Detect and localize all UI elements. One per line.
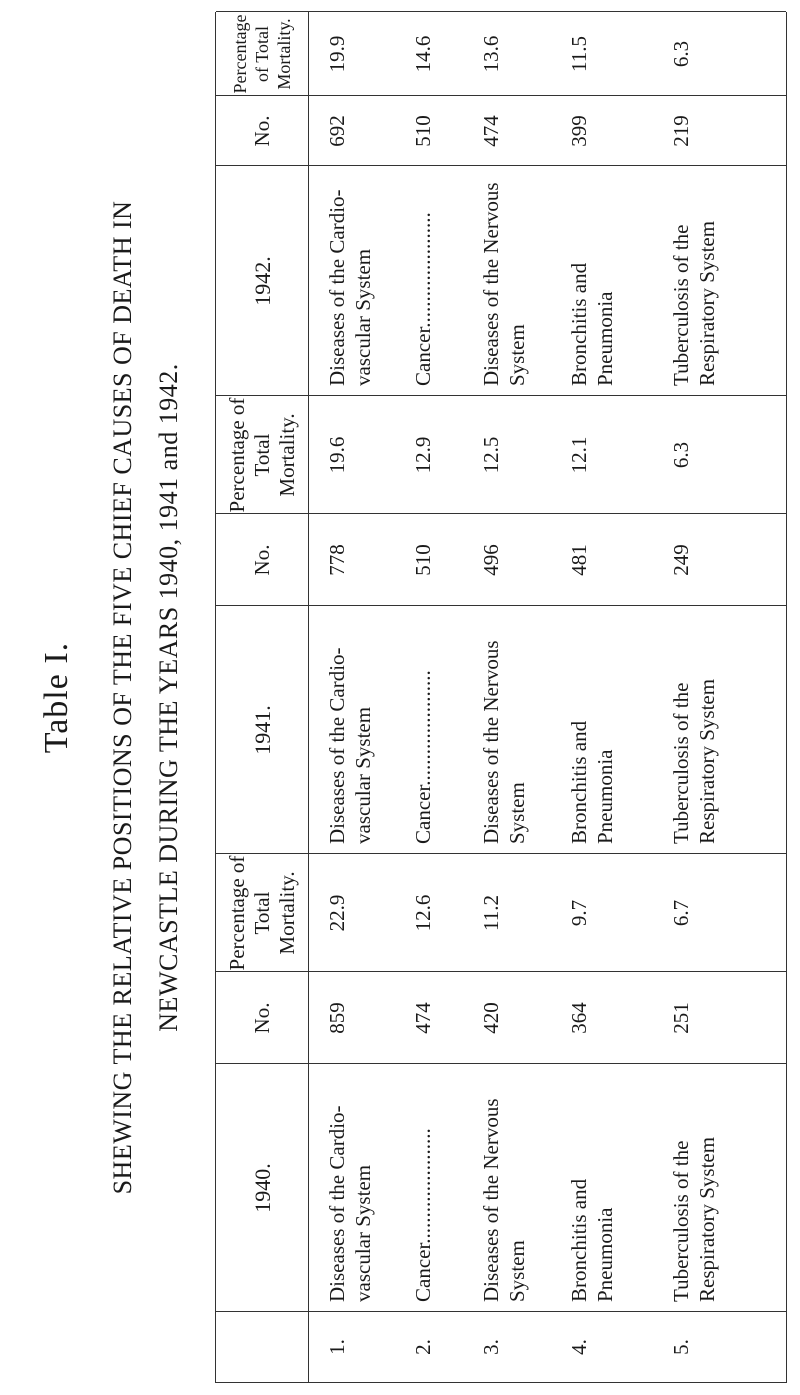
cause-line: Tuberculosis of the [669, 682, 693, 844]
number-cell: 251 [669, 1002, 693, 1034]
cause-cell [668, 1064, 720, 1312]
year-header: 1941. [216, 606, 309, 854]
row-number-column [216, 1311, 786, 1382]
number-column [216, 95, 786, 166]
year-group-1940 [216, 854, 786, 1312]
cause-cell [324, 606, 376, 854]
cause-cell [566, 166, 618, 396]
cause-cell [410, 1064, 436, 1312]
percentage-cell: 11.2 [479, 895, 503, 931]
cause-line: Pneumonia [593, 749, 617, 844]
percentage-cell: 6.3 [669, 441, 693, 469]
cause-cell [566, 606, 618, 854]
number-cell: 399 [567, 115, 591, 147]
percentage-cell: 14.6 [411, 35, 435, 73]
number-column [216, 971, 786, 1064]
row-number: 2. [411, 1339, 435, 1355]
percentage-header: Percentage of Total Mortality. [216, 396, 309, 514]
cause-line: Pneumonia [593, 1207, 617, 1302]
number-cell: 778 [325, 544, 349, 576]
cause-line: Cancer...................... [411, 212, 435, 386]
number-column [216, 513, 786, 606]
percentage-header: Percentage of Total Mortality. [216, 854, 309, 972]
year-group-1941 [216, 396, 786, 854]
percentage-cell: 12.6 [411, 894, 435, 932]
year-header: 1940. [216, 1064, 309, 1312]
table-title-line-1: SHEWING THE RELATIVE POSITIONS OF THE FIVE CHIEF CAUSES OF DEATH IN [108, 200, 137, 1195]
percentage-cell: 19.6 [325, 436, 349, 474]
cause-line: Respiratory System [695, 220, 719, 386]
cause-column [216, 1063, 786, 1312]
cause-line: Diseases of the Nervous [479, 1098, 503, 1302]
number-cell: 364 [567, 1002, 591, 1034]
number-cell: 219 [669, 115, 693, 147]
cause-line: System [505, 324, 529, 386]
percentage-cell: 12.1 [567, 436, 591, 474]
cause-column [216, 605, 786, 854]
number-cell: 692 [325, 115, 349, 147]
row-number: 3. [479, 1339, 503, 1355]
percentage-cell: 22.9 [325, 894, 349, 932]
cause-line: Diseases of the Nervous [479, 182, 503, 386]
cause-cell [324, 166, 376, 396]
cause-line: Cancer...................... [411, 670, 435, 844]
percentage-cell: 12.5 [479, 436, 503, 474]
number-cell: 510 [411, 115, 435, 147]
cause-line: Diseases of the Cardio- [325, 647, 349, 844]
cause-line: Diseases of the Cardio- [325, 189, 349, 386]
cause-cell [410, 166, 436, 396]
percentage-header: Percentage of Total Mortality. [216, 12, 309, 96]
number-header: No. [216, 96, 309, 166]
percentage-cell: 6.3 [669, 40, 693, 68]
number-cell: 420 [479, 1002, 503, 1034]
cause-line: vascular System [351, 1164, 375, 1302]
cause-cell [478, 166, 530, 396]
table-label: Table I. [38, 641, 75, 754]
cause-line: Tuberculosis of the [669, 1140, 693, 1302]
number-cell: 510 [411, 544, 435, 576]
year-header: 1942. [216, 166, 309, 396]
number-cell: 496 [479, 544, 503, 576]
table-title-line-2: NEWCASTLE DURING THE YEARS 1940, 1941 and 1942. [154, 363, 183, 1032]
cause-cell [668, 166, 720, 396]
cause-line: System [505, 1240, 529, 1302]
percentage-column [216, 853, 786, 972]
year-group-1942 [216, 12, 786, 396]
percentage-cell: 11.5 [567, 36, 591, 72]
row-number: 1. [325, 1339, 349, 1355]
row-number-header [216, 1312, 309, 1382]
percentage-column [216, 395, 786, 514]
cause-cell [478, 606, 530, 854]
cause-line: Pneumonia [593, 291, 617, 386]
cause-cell [324, 1064, 376, 1312]
cause-cell [566, 1064, 618, 1312]
number-cell: 481 [567, 544, 591, 576]
cause-line: Diseases of the Nervous [479, 640, 503, 844]
cause-line: Respiratory System [695, 1136, 719, 1302]
percentage-cell: 9.7 [567, 899, 591, 927]
number-cell: 249 [669, 544, 693, 576]
number-header: No. [216, 514, 309, 606]
percentage-cell: 13.6 [479, 35, 503, 73]
cause-line: vascular System [351, 248, 375, 386]
cause-cell [478, 1064, 530, 1312]
number-cell: 474 [479, 115, 503, 147]
cause-line: Tuberculosis of the [669, 224, 693, 386]
cause-line: vascular System [351, 706, 375, 844]
cause-line: System [505, 782, 529, 844]
percentage-cell: 6.7 [669, 899, 693, 927]
cause-line: Bronchitis and [567, 1178, 591, 1302]
row-number: 4. [567, 1339, 591, 1355]
row-number: 5. [669, 1339, 693, 1355]
cause-line: Diseases of the Cardio- [325, 1105, 349, 1302]
mortality-table [215, 12, 787, 1383]
percentage-cell: 12.9 [411, 436, 435, 474]
cause-line: Bronchitis and [567, 720, 591, 844]
cause-line: Cancer...................... [411, 1128, 435, 1302]
cause-column [216, 165, 786, 396]
cause-line: Bronchitis and [567, 262, 591, 386]
percentage-column [216, 11, 786, 96]
cause-cell [668, 606, 720, 854]
percentage-cell: 19.9 [325, 35, 349, 73]
cause-line: Respiratory System [695, 678, 719, 844]
number-cell: 474 [411, 1002, 435, 1034]
number-header: No. [216, 972, 309, 1064]
cause-cell [410, 606, 436, 854]
number-cell: 859 [325, 1002, 349, 1034]
